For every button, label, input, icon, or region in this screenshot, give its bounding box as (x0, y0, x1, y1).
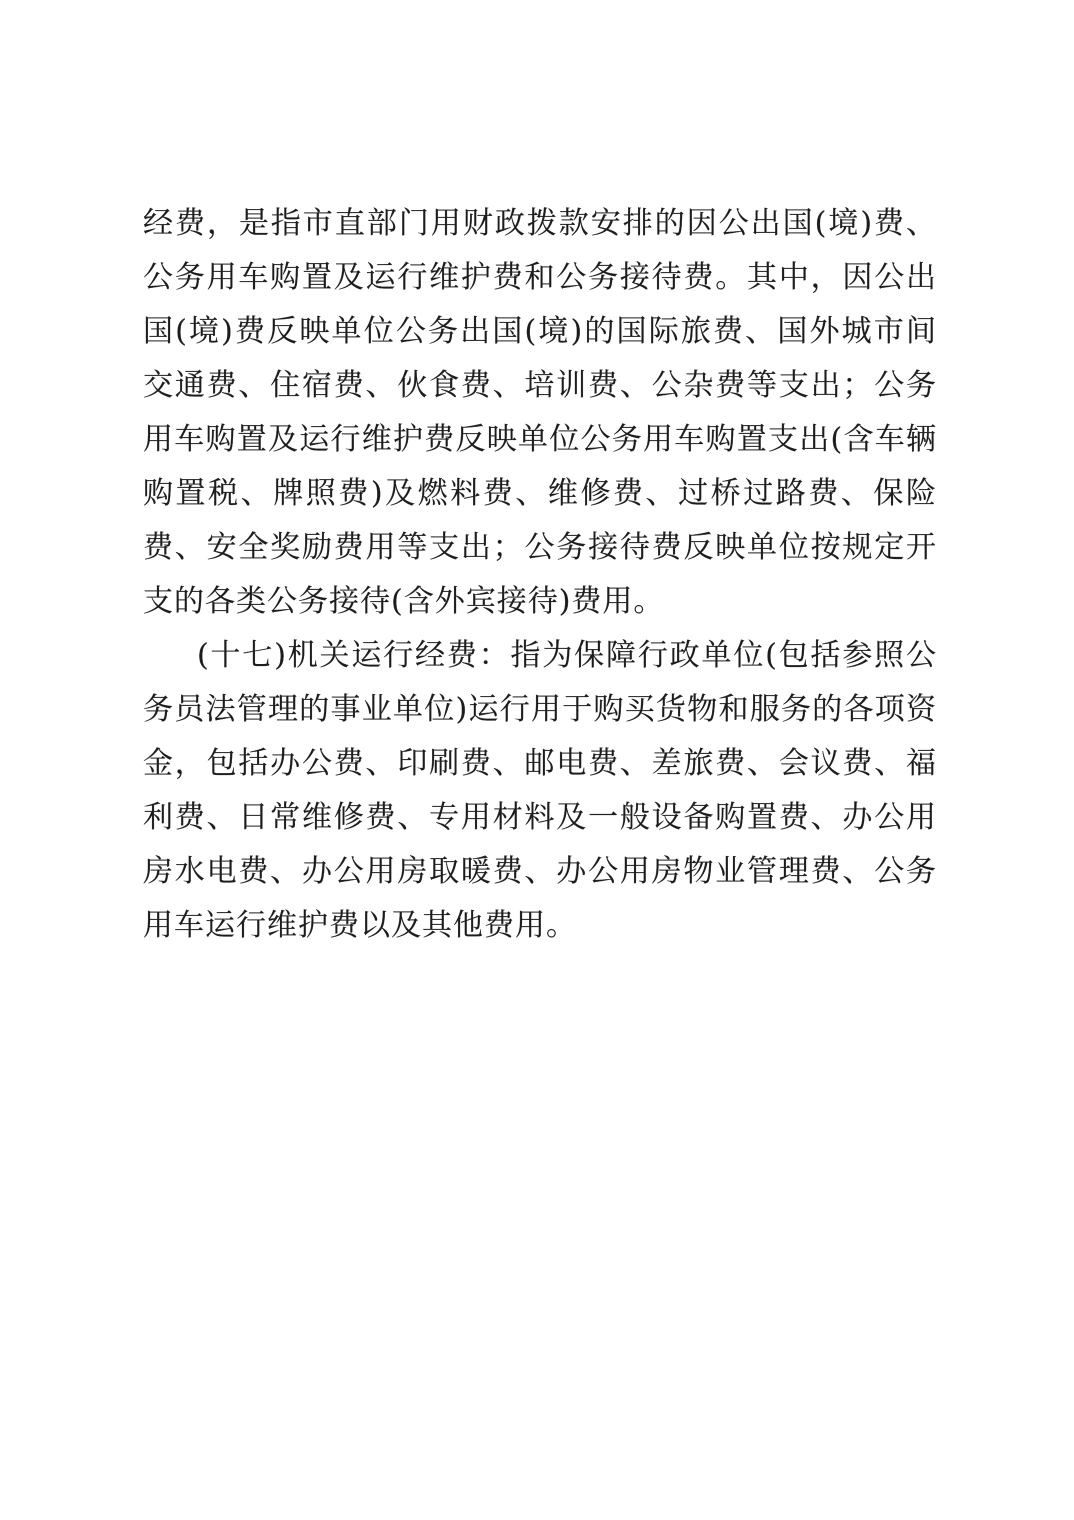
document-text-block (143, 197, 937, 953)
body-paragraph-expense-definition: 经费，是指市直部门用财政拨款安排的因公出国(境)费、公务用车购置及运行维护费和公务接待费。其中，因公出国(境)费反映单位公务出国(境)的国际旅费、国外城市间交通费、住宿费、伙食费、培训费、公杂费等支出；公务用车购置及运行维护费反映单位公务用车购置支出(含车辆购置税、牌照费)及燃料费、维修费、过桥过路费、保险费、安全奖励费用等支出；公务接待费反映单位按规定开支的各类公务接待(含外宾接待)费用。 (143, 206, 937, 619)
body-paragraph-agency-operating-funds: (十七)机关运行经费：指为保障行政单位(包括参照公务员法管理的事业单位)运行用于购买货物和服务的各项资金，包括办公费、印刷费、邮电费、差旅费、会议费、福利费、日常维修费、专用材料及一般设备购置费、办公用房水电费、办公用房取暖费、办公用房物业管理费、公务用车运行维护费以及其他费用。 (143, 638, 937, 943)
